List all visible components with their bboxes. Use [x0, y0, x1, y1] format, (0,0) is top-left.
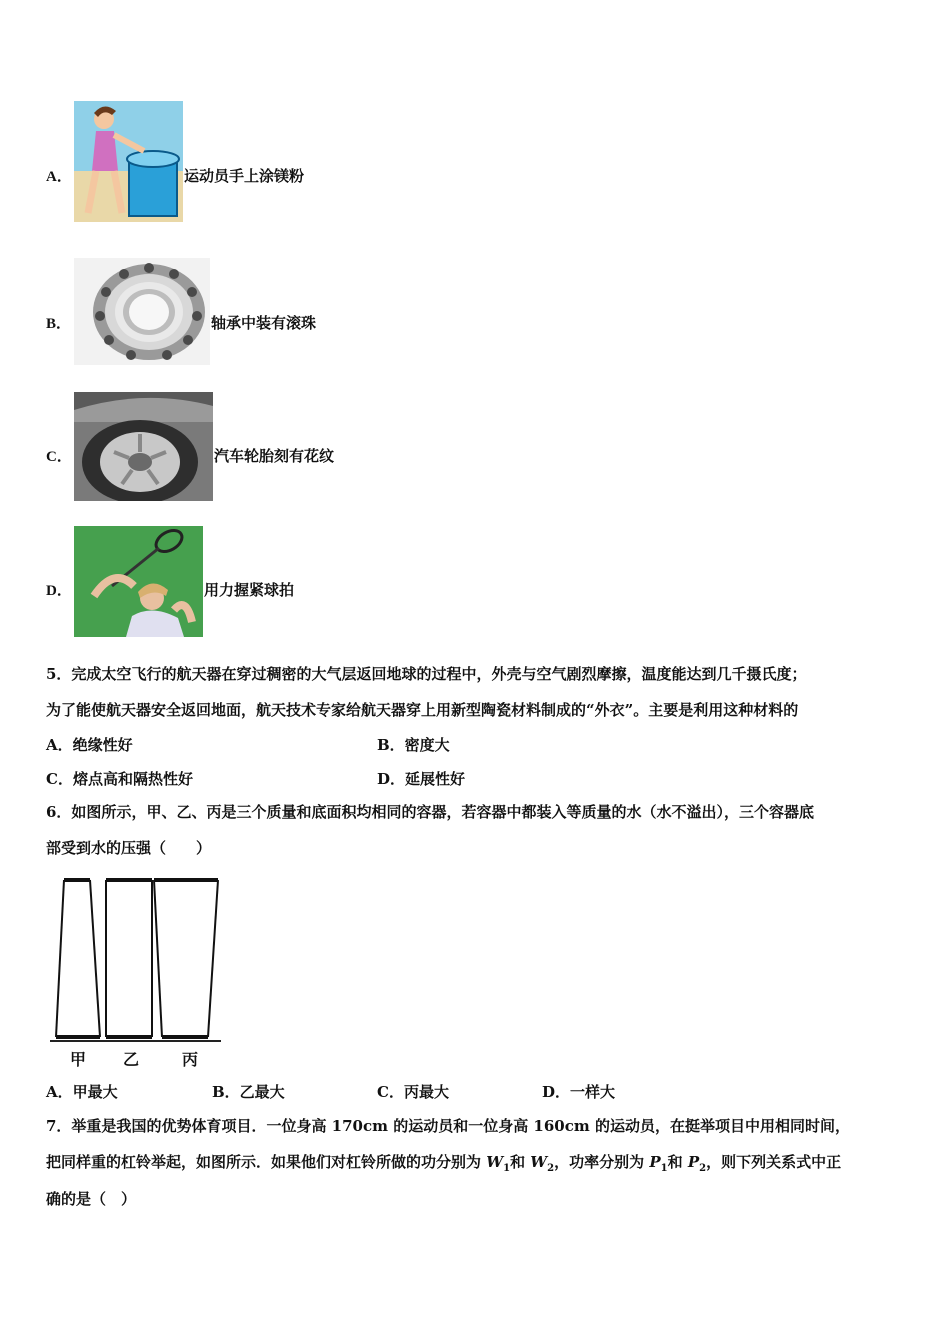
q7-line2 [46, 1152, 841, 1179]
q5-choice-a: A．绝缘性好 [46, 736, 133, 754]
containers-figure [48, 875, 223, 1070]
option-text: 轴承中装有滚珠 [211, 314, 317, 332]
container-label-jia: 甲 [70, 1050, 87, 1069]
container-jia [56, 880, 100, 1037]
p2-subscript: 2 [699, 1163, 707, 1174]
q5-line2: 为了能使航天器安全返回地面，航天技术专家给航天器穿上用新型陶瓷材料制成的“外衣”。主要是利用这种材料的 [46, 701, 799, 719]
w1-symbol: W [486, 1153, 504, 1171]
tennis-player-image [74, 526, 203, 637]
container-bing [154, 880, 218, 1037]
q7-text: 把同样重的杠铃举起，如图所示．如果他们对杠铃所做的功分别为 [46, 1153, 487, 1171]
bearing-image [74, 258, 210, 365]
gymnast-image [74, 101, 183, 222]
w2-symbol: W [530, 1153, 548, 1171]
q7-text: 和 [510, 1153, 531, 1171]
q6-choice-b: B．乙最大 [212, 1083, 285, 1101]
q5-choice-c: C．熔点高和隔热性好 [46, 770, 193, 788]
p1-subscript: 1 [660, 1163, 668, 1174]
q6-choice-c: C．丙最大 [377, 1083, 449, 1101]
q7-text: ，功率分别为 [554, 1153, 650, 1171]
option-label: B． [46, 316, 72, 332]
option-text: 汽车轮胎刻有花纹 [214, 447, 335, 465]
p2-symbol: P [687, 1153, 700, 1171]
q5-line1: 5．完成太空飞行的航天器在穿过稠密的大气层返回地球的过程中，外壳与空气剧烈摩擦，温度能达到几千摄氏度； [46, 665, 807, 683]
q7-line1: 7．举重是我国的优势体育项目．一位身高 170cm 的运动员和一位身高 160cm 的运动员，在挺举项目中用相同时间， [46, 1117, 850, 1135]
container-label-yi: 乙 [123, 1050, 140, 1069]
q7-line3: 确的是（ ） [46, 1190, 137, 1208]
option-label: A． [46, 169, 72, 185]
q6-choice-d: D．一样大 [542, 1083, 616, 1101]
q7-text: ，则下列关系式中正 [706, 1153, 842, 1171]
w2-subscript: 2 [547, 1163, 555, 1174]
q6-choice-a: A．甲最大 [46, 1083, 118, 1101]
q6-line1: 6．如图所示，甲、乙、丙是三个质量和底面积均相同的容器，若容器中都装入等质量的水（水不溢出），三个容器底 [46, 803, 814, 821]
q7-text: 和 [667, 1153, 688, 1171]
option-text: 运动员手上涂镁粉 [184, 167, 305, 185]
container-label-bing: 丙 [182, 1050, 199, 1069]
q6-line2: 部受到水的压强（ ） [46, 839, 212, 857]
w1-subscript: 1 [503, 1163, 511, 1174]
q5-choice-d: D．延展性好 [377, 770, 466, 788]
option-text: 用力握紧球拍 [204, 581, 295, 599]
q5-choice-b: B．密度大 [377, 736, 450, 754]
p1-symbol: P [649, 1153, 661, 1171]
tire-image [74, 392, 213, 501]
option-label: C． [46, 449, 72, 465]
container-yi [106, 880, 152, 1037]
option-label: D． [46, 583, 72, 599]
